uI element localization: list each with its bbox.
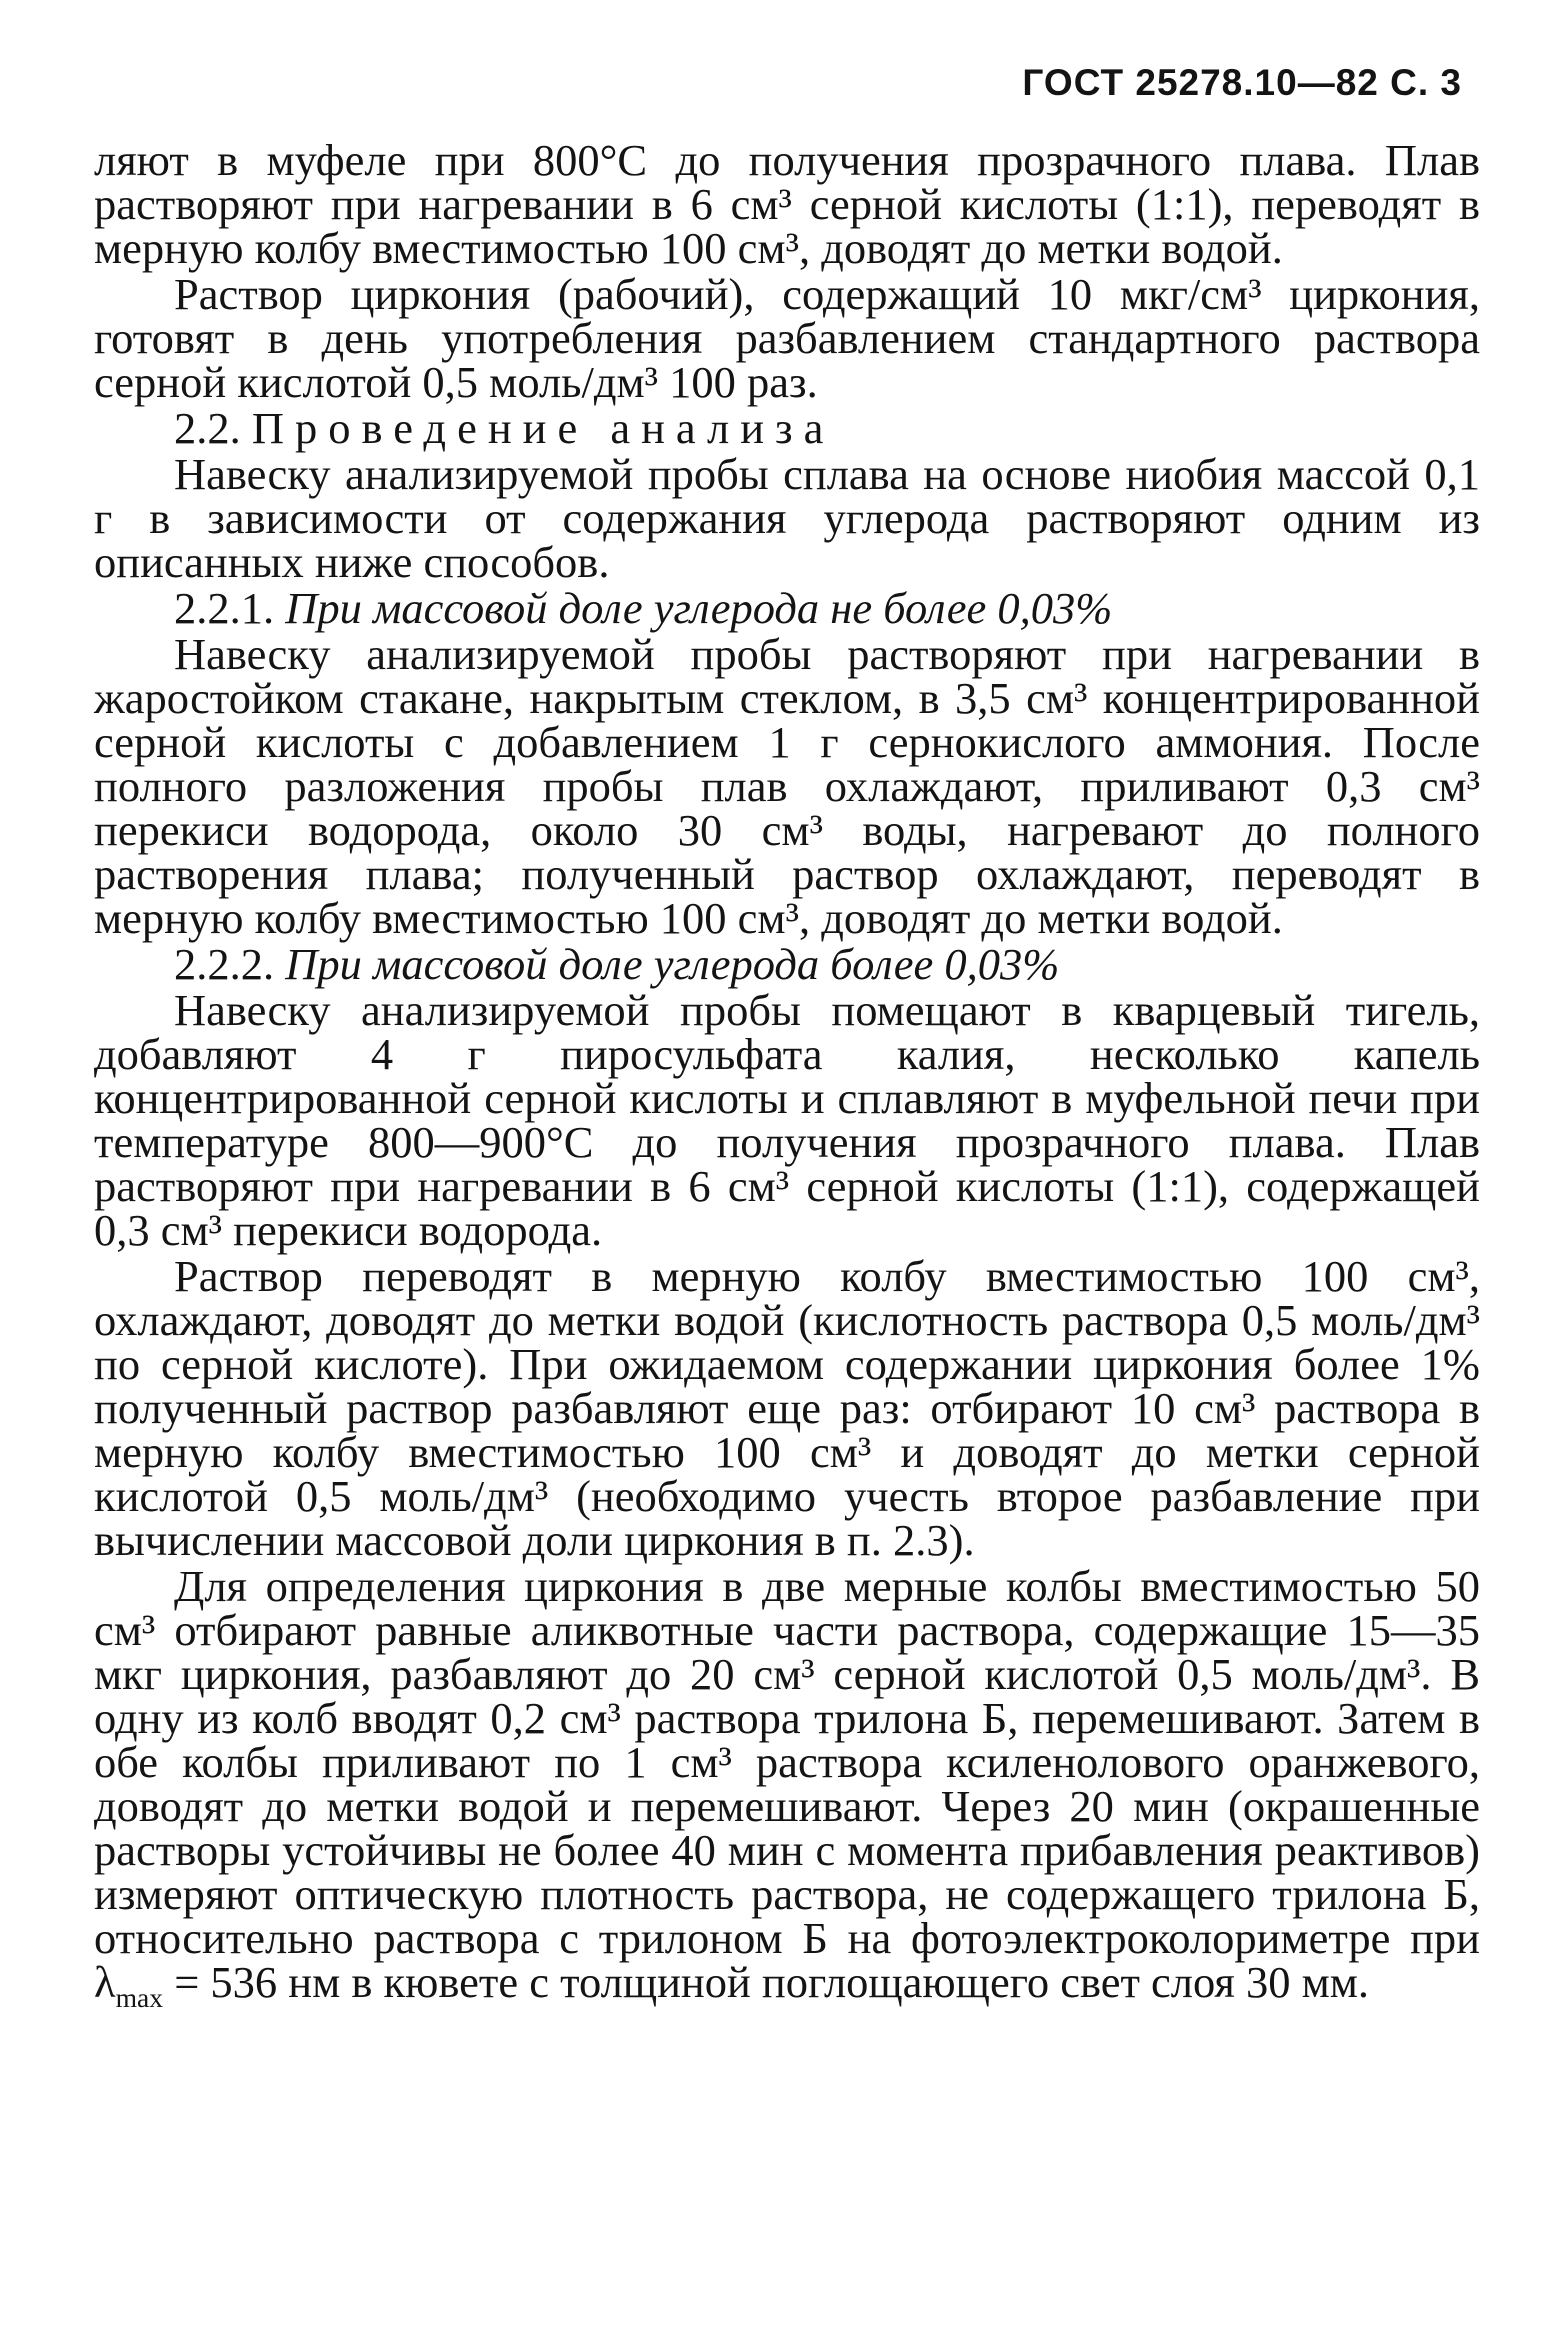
section-2-2-1-heading [94,583,1480,633]
page-number: С. 3 [1390,62,1462,103]
section-title: При массовой доле углерода более 0,03% [285,939,1060,989]
section-2-2-2-heading [94,939,1480,989]
paragraph-continuation: ляют в муфеле при 800°С до получения прозрачного плава. Плав растворяют при нагревании в 6 см³ серной кислоты (1:1), переводят в мерную колбу вместимостью 100 см³, доводят до метки водой. [94,135,1480,273]
lambda-subscript: max [115,1981,164,2013]
paragraph-measurement [94,1561,1480,2013]
body-text [94,135,1480,2013]
paragraph-method-high-carbon: Навеску анализируемой пробы помещают в кварцевый тигель, добавляют 4 г пиросульфата калия, несколько капель концентрированной серной кислоты и сплавляют в муфельной печи при температуре 800—900°С до получения прозрачного плава. Плав растворяют при нагревании в 6 см³ серной кислоты (1:1), содержащей 0,3 см³ перекиси водорода. [94,985,1480,1255]
section-number: 2.2.2. [174,939,275,989]
section-number: 2.2. [174,403,241,453]
page-header [1022,62,1462,104]
section-title: При массовой доле углерода не более 0,03% [285,583,1113,633]
paragraph-method-low-carbon: Навеску анализируемой пробы растворяют при нагревании в жаростойком стакане, накрытым стеклом, в 3,5 см³ концентрированной серной кислоты с добавлением 1 г сернокислого аммония. После полного разложения пробы плав охлаждают, приливают 0,3 см³ перекиси водорода, около 30 см³ воды, нагревают до полного растворения плава; полученный раствор охлаждают, переводят в мерную колбу вместимостью 100 см³, доводят до метки водой. [94,629,1480,943]
paragraph-working-solution: Раствор циркония (рабочий), содержащий 10 мкг/см³ циркония, готовят в день употребления разбавлением стандартного раствора серной кислотой 0,5 моль/дм³ 100 раз. [94,269,1480,407]
paragraph-dilution: Раствор переводят в мерную колбу вместимостью 100 см³, охлаждают, доводят до метки водой (кислотность раствора 0,5 моль/дм³ по серной кислоте). При ожидаемом содержании циркония более 1% полученный раствор разбавляют еще раз: отбирают 10 см³ раствора в мерную колбу вместимостью 100 см³ и доводят до метки серной кислотой 0,5 моль/дм³ (необходимо учесть второе разбавление при вычислении массовой доли циркония в п. 2.3). [94,1251,1480,1565]
section-2-2-heading [94,403,1480,453]
standard-number: ГОСТ 25278.10—82 [1022,62,1379,103]
measurement-text: Для определения циркония в две мерные колбы вместимостью 50 см³ отбирают равные аликвотные части раствора, содержащие 15—35 мкг циркония, разбавляют до 20 см³ серной кислотой 0,5 моль/дм³. В одну из колб вводят 0,2 см³ раствора трилона Б, перемешивают. Затем в обе колбы приливают по 1 см³ раствора ксиленолового оранжевого, доводят до метки водой и перемешивают. Через 20 мин (окрашенные растворы устойчивы не более 40 мин с момента прибавления реактивов) измеряют оптическую плотность раствора, не содержащего трилона Б, относительно раствора с трилоном Б на фотоэлектроколориметре при λ [94,1561,1480,2007]
measurement-text-end: = 536 нм в кювете с толщиной поглощающего свет слоя 30 мм. [163,1957,1370,2007]
section-title: Проведение анализа [251,403,835,453]
paragraph-sample-weight: Навеску анализируемой пробы сплава на основе ниобия массой 0,1 г в зависимости от содержания углерода растворяют одним из описанных ниже способов. [94,449,1480,587]
section-number: 2.2.1. [174,583,275,633]
